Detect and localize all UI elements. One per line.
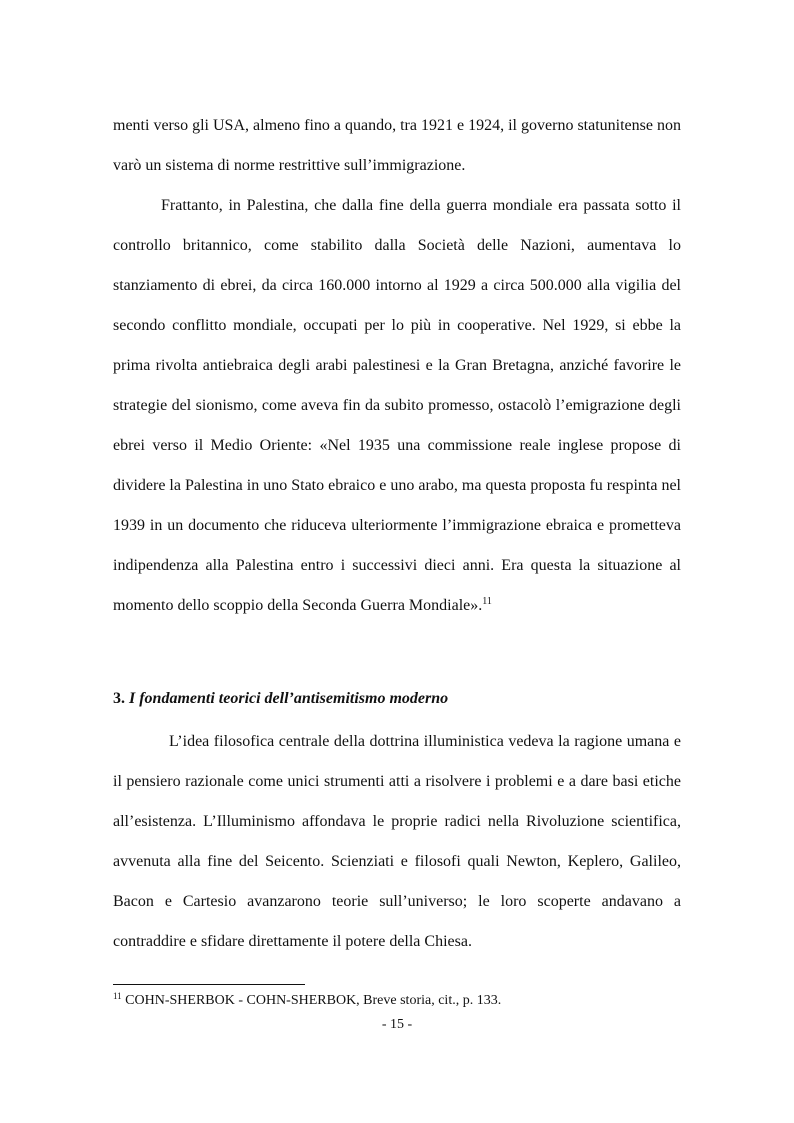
- paragraph-palestine: [113, 186, 681, 626]
- paragraph-palestine-body: [113, 186, 681, 626]
- footnote-reference: 11: [482, 596, 492, 607]
- footnote-number: 11: [113, 991, 122, 1001]
- footnote-text: COHN-SHERBOK - COHN-SHERBOK, Breve storia, cit., p. 133.: [125, 993, 502, 1008]
- page-number: - 15 -: [381, 1017, 413, 1032]
- paragraph-continuation-text: menti verso gli USA, almeno fino a quando, tra 1921 e 1924, il governo statunitense non varò un sistema di norme restrittive sull’immigrazione.: [113, 117, 681, 174]
- paragraph-continuation: [113, 106, 681, 186]
- footnote: [113, 992, 501, 1010]
- paragraph-enlightenment: [113, 722, 681, 962]
- paragraph-palestine-text: Frattanto, in Palestina, che dalla fine della guerra mondiale era passata sotto il controllo britannico, come stabilito dalla Società delle Nazioni, aumentava lo stanziamento di ebrei, da circa 160.000 intorno al 1929 a circa 500.000 alla vigilia del secondo conflitto mondiale, occupati per lo più in cooperative. Nel 1929, si ebbe la prima rivolta antiebraica degli arabi palestinesi e la Gran Bretagna, anziché favorire le strategie del sionismo, come aveva fin da subito promesso, ostacolò l’emigrazione degli ebrei verso il Medio Oriente: «Nel 1935 una commissione reale inglese propose di dividere la Palestina in uno Stato ebraico e uno arabo, ma questa proposta fu respinta nel 1939 in un documento che riduceva ulteriormente l’immigrazione ebraica e prometteva indipendenza alla Palestina entro i successivi dieci anni. Era questa la situazione al momento dello scoppio della Seconda Guerra Mondiale».: [113, 197, 681, 614]
- section-title: I fondamenti teorici dell’antisemitismo moderno: [129, 690, 449, 707]
- paragraph-enlightenment-text: L’idea filosofica centrale della dottrina illuministica vedeva la ragione umana e il pensiero razionale come unici strumenti atti a risolvere i problemi e a dare basi etiche all’esistenza. L’Illuminismo affondava le proprie radici nella Rivoluzione scientifica, avvenuta alla fine del Seicento. Scienziati e filosofi quali Newton, Keplero, Galileo, Bacon e Cartesio avanzarono teorie sull’universo; le loro scoperte andavano a contraddire e sfidare direttamente il potere della Chiesa.: [113, 733, 681, 950]
- section-number: 3.: [113, 690, 125, 707]
- footnote-divider: [113, 984, 305, 985]
- section-heading: [113, 688, 448, 710]
